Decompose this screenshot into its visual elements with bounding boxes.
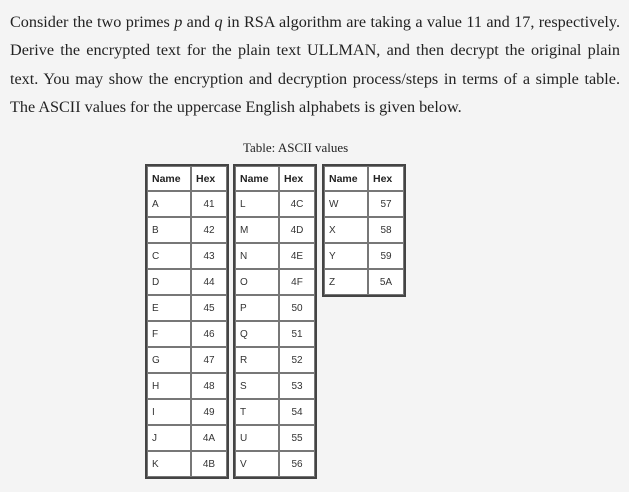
hex-cell: 57 xyxy=(368,191,404,217)
table-row xyxy=(147,243,227,269)
table-row xyxy=(235,399,315,425)
table-row xyxy=(235,451,315,477)
name-header: Name xyxy=(147,166,191,191)
letter-cell: P xyxy=(235,295,279,321)
table-row xyxy=(147,347,227,373)
letter-cell: N xyxy=(235,243,279,269)
letter-cell: G xyxy=(147,347,191,373)
name-header: Name xyxy=(235,166,279,191)
letter-cell: E xyxy=(147,295,191,321)
letter-cell: V xyxy=(235,451,279,477)
hex-cell: 45 xyxy=(191,295,227,321)
letter-cell: C xyxy=(147,243,191,269)
hex-cell: 44 xyxy=(191,269,227,295)
letter-cell: B xyxy=(147,217,191,243)
table-row xyxy=(147,321,227,347)
hex-cell: 59 xyxy=(368,243,404,269)
table-row xyxy=(235,269,315,295)
hex-cell: 43 xyxy=(191,243,227,269)
table-row xyxy=(147,425,227,451)
variable-p: p xyxy=(174,13,183,31)
table-row xyxy=(235,321,315,347)
hex-cell: 46 xyxy=(191,321,227,347)
hex-cell: 4C xyxy=(279,191,315,217)
ascii-table-w-to-z xyxy=(322,164,406,297)
table-row xyxy=(324,217,404,243)
hex-cell: 4B xyxy=(191,451,227,477)
letter-cell: I xyxy=(147,399,191,425)
letter-cell: Y xyxy=(324,243,368,269)
table-row xyxy=(235,243,315,269)
hex-cell: 50 xyxy=(279,295,315,321)
name-header: Name xyxy=(324,166,368,191)
table-row xyxy=(147,191,227,217)
letter-cell: F xyxy=(147,321,191,347)
hex-cell: 4E xyxy=(279,243,315,269)
table-row xyxy=(147,217,227,243)
table-row xyxy=(235,347,315,373)
hex-header: Hex xyxy=(368,166,404,191)
table-row xyxy=(324,243,404,269)
hex-header: Hex xyxy=(191,166,227,191)
letter-cell: O xyxy=(235,269,279,295)
table-row xyxy=(147,451,227,477)
hex-cell: 54 xyxy=(279,399,315,425)
table-row xyxy=(235,373,315,399)
table-row xyxy=(147,269,227,295)
table-row xyxy=(324,269,404,295)
table-row xyxy=(324,191,404,217)
letter-cell: S xyxy=(235,373,279,399)
hex-cell: 42 xyxy=(191,217,227,243)
hex-cell: 53 xyxy=(279,373,315,399)
table-row xyxy=(147,295,227,321)
letter-cell: A xyxy=(147,191,191,217)
hex-cell: 4A xyxy=(191,425,227,451)
table-row xyxy=(235,217,315,243)
hex-cell: 49 xyxy=(191,399,227,425)
table-row xyxy=(235,425,315,451)
question-part-3: in RSA algorithm are taking a value 11 and 17, respectively. Derive the encrypted text for the plain text ULLMAN, and then decrypt the original plain text. You may show the encryption and decryption process/steps in terms of a simple table. The ASCII values for the uppercase English alphabets is given below. xyxy=(10,13,620,116)
question-part-1: Consider the two primes xyxy=(10,13,175,31)
hex-cell: 55 xyxy=(279,425,315,451)
hex-cell: 48 xyxy=(191,373,227,399)
letter-cell: J xyxy=(147,425,191,451)
question-part-2: and xyxy=(182,13,215,31)
table-row xyxy=(147,399,227,425)
letter-cell: W xyxy=(324,191,368,217)
hex-cell: 47 xyxy=(191,347,227,373)
letter-cell: U xyxy=(235,425,279,451)
hex-cell: 4F xyxy=(279,269,315,295)
letter-cell: K xyxy=(147,451,191,477)
table-row xyxy=(235,295,315,321)
letter-cell: D xyxy=(147,269,191,295)
letter-cell: Q xyxy=(235,321,279,347)
table-caption: Table: ASCII values xyxy=(243,140,349,155)
hex-header: Hex xyxy=(279,166,315,191)
table-row xyxy=(147,373,227,399)
letter-cell: H xyxy=(147,373,191,399)
letter-cell: X xyxy=(324,217,368,243)
table-row xyxy=(235,191,315,217)
question-text xyxy=(10,8,620,121)
letter-cell: R xyxy=(235,347,279,373)
letter-cell: M xyxy=(235,217,279,243)
hex-cell: 56 xyxy=(279,451,315,477)
hex-cell: 51 xyxy=(279,321,315,347)
hex-cell: 58 xyxy=(368,217,404,243)
hex-cell: 41 xyxy=(191,191,227,217)
letter-cell: Z xyxy=(324,269,368,295)
hex-cell: 52 xyxy=(279,347,315,373)
hex-cell: 4D xyxy=(279,217,315,243)
ascii-table-a-to-k xyxy=(145,164,229,479)
letter-cell: T xyxy=(235,399,279,425)
variable-q: q xyxy=(214,13,223,31)
letter-cell: L xyxy=(235,191,279,217)
ascii-table-l-to-v xyxy=(233,164,317,479)
hex-cell: 5A xyxy=(368,269,404,295)
